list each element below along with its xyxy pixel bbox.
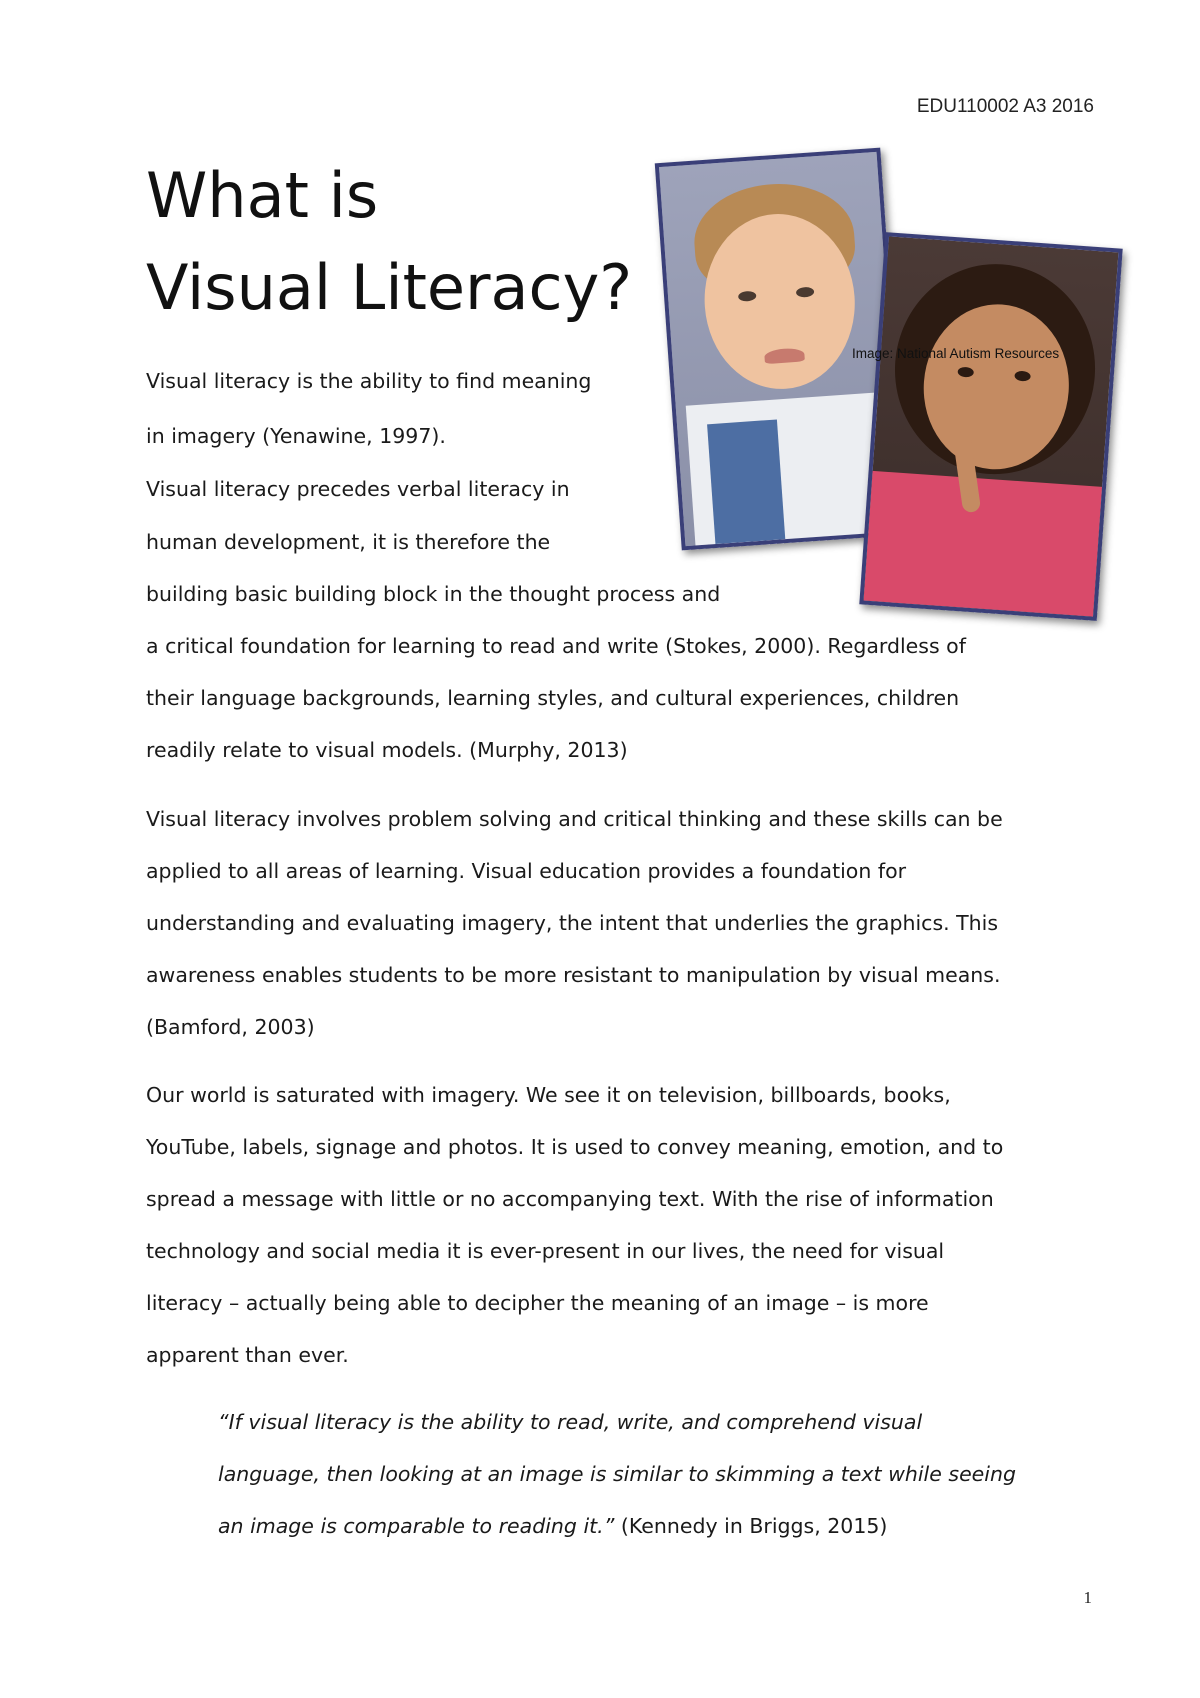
- paragraph-3-line: YouTube, labels, signage and photos. It is used to convey meaning, emotion, and to: [146, 1135, 1004, 1159]
- paragraph-3-line: spread a message with little or no accompanying text. With the rise of information: [146, 1187, 994, 1211]
- paragraph-2-line: awareness enables students to be more resistant to manipulation by visual means.: [146, 963, 1001, 987]
- quote-line: “If visual literacy is the ability to read, write, and comprehend visual: [218, 1410, 923, 1434]
- image-credit: Image: National Autism Resources: [852, 346, 1060, 361]
- paragraph-1-line: readily relate to visual models. (Murphy, 2013): [146, 738, 628, 762]
- paragraph-1-line: Visual literacy is the ability to find meaning: [146, 369, 592, 393]
- title-line-2: Visual Literacy?: [146, 251, 633, 324]
- paragraph-1-line: a critical foundation for learning to read and write (Stokes, 2000). Regardless of: [146, 634, 966, 658]
- paragraph-1-line: their language backgrounds, learning styles, and cultural experiences, children: [146, 686, 960, 710]
- paragraph-3-line: technology and social media it is ever-present in our lives, the need for visual: [146, 1239, 945, 1263]
- paragraph-2-line: Visual literacy involves problem solving and critical thinking and these skills can be: [146, 807, 1003, 831]
- photo-thinking-girl: [859, 232, 1122, 621]
- page-title: [146, 150, 632, 334]
- quote-citation: (Kennedy in Briggs, 2015): [614, 1514, 888, 1538]
- paragraph-2-line: understanding and evaluating imagery, the intent that underlies the graphics. This: [146, 911, 999, 935]
- paragraph-1-line: human development, it is therefore the: [146, 530, 551, 554]
- quote-line: language, then looking at an image is similar to skimming a text while seeing: [218, 1462, 1016, 1486]
- paragraph-3-line: literacy – actually being able to decipher the meaning of an image – is more: [146, 1291, 929, 1315]
- header-reference: EDU110002 A3 2016: [916, 96, 1094, 117]
- title-line-1: What is: [146, 159, 379, 232]
- paragraph-3-line: apparent than ever.: [146, 1343, 349, 1367]
- paragraph-1-line: in imagery (Yenawine, 1997).: [146, 424, 446, 448]
- paragraph-3-line: Our world is saturated with imagery. We see it on television, billboards, books,: [146, 1083, 951, 1107]
- paragraph-1-line: Visual literacy precedes verbal literacy in: [146, 477, 570, 501]
- paragraph-2-line: applied to all areas of learning. Visual education provides a foundation for: [146, 859, 907, 883]
- page-number: 1: [1083, 1588, 1092, 1607]
- quote-line: an image is comparable to reading it.” (Kennedy in Briggs, 2015): [218, 1514, 888, 1538]
- paragraph-2-line: (Bamford, 2003): [146, 1015, 315, 1039]
- paragraph-1-line: building basic building block in the thought process and: [146, 582, 721, 606]
